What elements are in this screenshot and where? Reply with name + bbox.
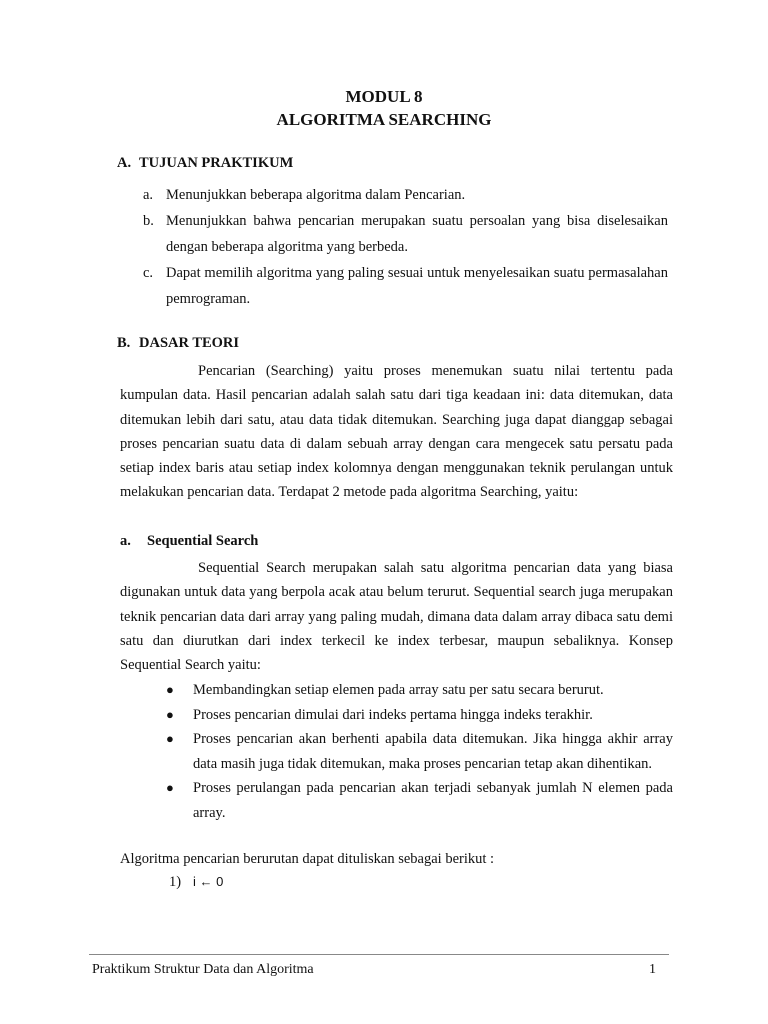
list-item (166, 678, 673, 703)
concept-bullet-list (166, 678, 673, 825)
section-a-title: TUJUAN PRAKTIKUM (139, 155, 294, 171)
algorithm-step (169, 874, 223, 891)
bullet-icon: ● (166, 706, 174, 722)
footer-course-title: Praktikum Struktur Data dan Algoritma (92, 962, 314, 977)
list-item (143, 182, 668, 208)
bullet-icon: ● (166, 731, 174, 746)
page-number: 1 (649, 962, 656, 977)
bullet-text: Membandingkan setiap elemen pada array satu per satu secara berurut. (193, 682, 604, 698)
list-item (166, 776, 673, 825)
section-b-heading (117, 335, 239, 352)
bullet-text: Proses pencarian akan berhenti apabila data ditemukan. Jika hingga akhir array data masih juga tidak ditemukan, maka proses pencarian tetap akan dihentikan. (193, 731, 673, 772)
sequential-search-paragraph (120, 556, 673, 677)
list-item-label: b. (143, 213, 154, 229)
bullet-icon: ● (166, 780, 174, 795)
footer-divider (89, 954, 669, 955)
list-item-text: Dapat memilih algoritma yang paling sesuai untuk menyelesaikan suatu permasalahan pemrograman. (166, 265, 668, 307)
list-item-label: c. (143, 265, 154, 281)
list-item (166, 703, 673, 728)
bullet-text: Proses perulangan pada pencarian akan terjadi sebanyak jumlah N elemen pada array. (193, 780, 673, 821)
list-item (143, 208, 668, 260)
list-item-text: Menunjukkan bahwa pencarian merupakan suatu persoalan yang bisa diselesaikan dengan beberapa algoritma yang berbeda. (166, 213, 668, 255)
theory-paragraph (120, 359, 673, 505)
section-a-label: A. (117, 155, 132, 171)
subsection-heading (120, 533, 258, 550)
list-item-text: Menunjukkan beberapa algoritma dalam Pencarian. (166, 187, 466, 203)
subsection-label: a. (120, 533, 131, 549)
objectives-list (143, 182, 668, 312)
theory-paragraph-text: Pencarian (Searching) yaitu proses menemukan suatu nilai tertentu pada kumpulan data. Hasil pencarian adalah salah satu dari tiga keadaan ini: data ditemukan, data ditemukan lebih dari satu, atau data tidak ditemukan. Searching juga dapat dianggap sebagai proses pencarian suatu data di dalam sebuah array dengan cara mengecek satu persatu pada setiap index baris atau setiap index kolomnya dengan menggunakan teknik perulangan untuk melakukan pencarian data. Terdapat 2 metode pada algoritma Searching, yaitu: (120, 363, 673, 501)
algorithm-step-number: 1) (169, 874, 182, 890)
list-item (143, 260, 668, 312)
bullet-icon: ● (166, 682, 174, 697)
section-b-title: DASAR TEORI (139, 335, 240, 351)
subsection-title: Sequential Search (147, 533, 259, 549)
section-b-label: B. (117, 335, 131, 351)
section-a-heading (117, 155, 293, 172)
list-item (166, 727, 673, 776)
module-title: ALGORITMA SEARCHING (276, 110, 492, 129)
list-item-label: a. (143, 187, 154, 203)
sequential-search-text: Sequential Search merupakan salah satu algoritma pencarian data yang biasa digunakan untuk data yang berpola acak atau belum terurut. Sequential search juga merupakan teknik pencarian data dari array yang paling mudah, dimana data dalam array dibaca satu demi satu dan diurutkan dari index terkecil ke index terbesar, maupun sebaliknya. Konsep Sequential Search yaitu: (120, 560, 673, 674)
algorithm-step-code: i ← 0 (193, 874, 224, 889)
module-number-title: MODUL 8 (345, 87, 423, 106)
algorithm-intro: Algoritma pencarian berurutan dapat dituliskan sebagai berikut : (120, 851, 495, 867)
bullet-text: Proses pencarian dimulai dari indeks pertama hingga indeks terakhir. (193, 706, 593, 723)
